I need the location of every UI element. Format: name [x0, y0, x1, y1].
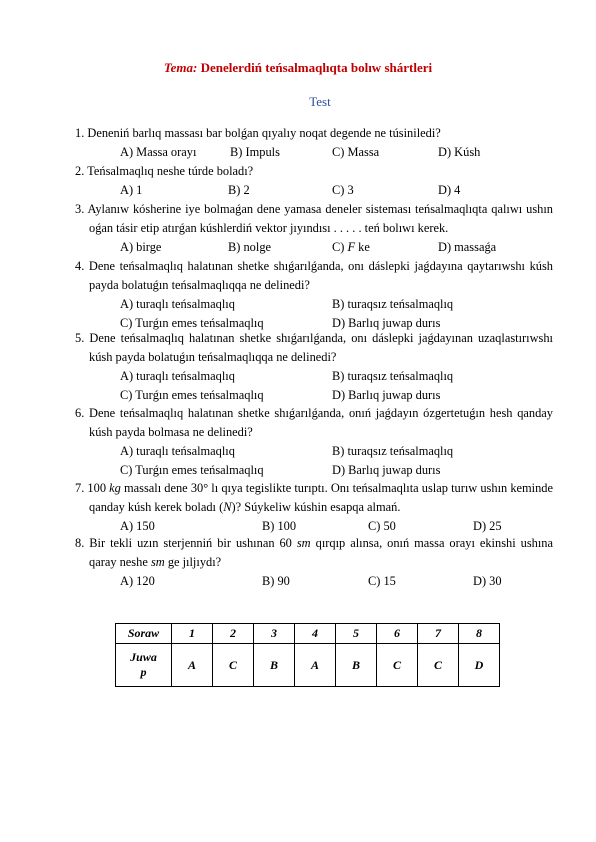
- question-stem: 1. Deneniń barlıq massası bar bolǵan qıyalıy noqat degende ne túsiniledi?: [75, 126, 441, 140]
- option-a: A) Massa orayı: [120, 145, 197, 159]
- option-a: A) 120: [120, 574, 155, 588]
- question-stem: 3. Aylanıw kósherine iye bolmaǵan dene yamasa deneler sisteması teńsalmaqlıqta qalıwı ushın oǵan tásir etip atırǵan kúshlerdiń vektor jıyındısı . . . . . teń bolıwı kerek.: [75, 202, 553, 235]
- option-a: A) turaqlı teńsalmaqlıq: [120, 444, 235, 458]
- option-d: D) 25: [473, 519, 502, 533]
- unit-n: N: [223, 500, 232, 514]
- option-a: A) turaqlı teńsalmaqlıq: [120, 369, 235, 383]
- unit-sm: sm: [296, 536, 311, 550]
- answer-key-table: [115, 623, 500, 687]
- answer-cell: B: [336, 644, 377, 687]
- soraw-header-cell: Soraw: [116, 624, 172, 644]
- number-cell: 3: [254, 624, 295, 644]
- question-7: [75, 479, 553, 536]
- number-cell: 2: [213, 624, 254, 644]
- page-title: [0, 60, 596, 76]
- option-c: C) Turǵın emes teńsalmaqlıq: [120, 316, 264, 330]
- question-stem: 2. Teńsalmaqlıq neshe túrde boladı?: [75, 164, 254, 178]
- stem-text: )? Súykeliw kúshin esapqa almań.: [231, 500, 401, 514]
- question-8: [75, 534, 553, 591]
- stem-text: 7. 100: [75, 481, 110, 495]
- number-cell: 8: [459, 624, 500, 644]
- option-b: B) nolge: [228, 240, 272, 254]
- option-b: B) turaqsız teńsalmaqlıq: [332, 297, 454, 311]
- juwap-label-part: Juwa: [130, 650, 157, 664]
- number-cell: 6: [377, 624, 418, 644]
- option-b: B) 2: [228, 183, 250, 197]
- option-d: D) massaǵa: [438, 240, 497, 254]
- option-d: D) 30: [473, 574, 502, 588]
- question-stem: 6. Dene teńsalmaqlıq halatınan shetke shıǵarılǵanda, onıń jaǵdayın ózgertetuǵın hesh qanday kúsh payda bolmasa ne delinedi?: [75, 406, 553, 439]
- juwap-header-cell: [116, 644, 172, 687]
- page-subtitle: Test: [309, 94, 331, 109]
- option-c: C) Turǵın emes teńsalmaqlıq: [120, 463, 264, 477]
- option-b: B) 90: [262, 574, 290, 588]
- answer-cell: D: [459, 644, 500, 687]
- question-2: [75, 162, 553, 200]
- question-stem: 4. Dene teńsalmaqlıq halatınan shetke shıǵarılǵanda, onı dáslepki jaǵdayına qaytarıwshı kúsh payda bolatuǵın teńsalmaqlıqqa ne delinedi?: [75, 259, 553, 292]
- option-b: B) turaqsız teńsalmaqlıq: [332, 444, 454, 458]
- number-cell: 7: [418, 624, 459, 644]
- option-b: B) turaqsız teńsalmaqlıq: [332, 369, 454, 383]
- answer-cell: C: [377, 644, 418, 687]
- question-stem: 5. Dene teńsalmaqlıq halatınan shetke shıǵarılǵanda, onı dáslepki jaǵdayınan uzaqlastırıwshı kúsh payda bolatuǵın teńsalmaqlıqqa ne delinedi?: [75, 331, 553, 364]
- question-stem: [75, 534, 553, 572]
- answer-cell: C: [213, 644, 254, 687]
- option-c: C) 3: [332, 183, 354, 197]
- number-cell: 4: [295, 624, 336, 644]
- stem-text: ge jıljıydı?: [164, 555, 222, 569]
- option-d: D) Barlıq juwap durıs: [332, 316, 441, 330]
- option-a: A) 1: [120, 183, 143, 197]
- question-4: [75, 257, 553, 333]
- option-a: A) birge: [120, 240, 162, 254]
- option-b: B) Impuls: [230, 145, 280, 159]
- stem-text: 8. Bir tekli uzın sterjenniń bir ushınan 60: [75, 536, 297, 550]
- option-c: C) Massa: [332, 145, 380, 159]
- option-b: B) 100: [262, 519, 297, 533]
- option-d: D) Barlıq juwap durıs: [332, 388, 441, 402]
- stem-text: massalı dene 30° lı qıya tegislikte turıptı. Onı teńsalmaqlıta uslap turıw ushın keminde qanday kúsh kerek boladı (: [89, 481, 554, 514]
- option-a: A) 150: [120, 519, 155, 533]
- option-d: D) Kúsh: [438, 145, 481, 159]
- option-a: A) turaqlı teńsalmaqlıq: [120, 297, 235, 311]
- title-text: Denelerdiń teńsalmaqlıqta bolıw shártleri: [197, 60, 433, 75]
- unit-sm: sm: [150, 555, 165, 569]
- question-5: [75, 329, 553, 405]
- number-cell: 5: [336, 624, 377, 644]
- option-c-symbol: F: [347, 240, 356, 254]
- title-label: Tema:: [163, 60, 198, 75]
- answer-cell: C: [418, 644, 459, 687]
- question-1: [75, 124, 553, 162]
- answer-cell: A: [172, 644, 213, 687]
- option-c: C) Turǵın emes teńsalmaqlıq: [120, 388, 264, 402]
- option-c-suffix: ke: [355, 240, 370, 254]
- answer-cell: B: [254, 644, 295, 687]
- question-stem: [75, 479, 553, 517]
- option-c: C) 15: [368, 574, 396, 588]
- answer-row: [116, 644, 500, 687]
- number-cell: 1: [172, 624, 213, 644]
- stem-text: qırqıp alınsa, onıń massa orayı ekinshi ushına qaray neshe: [89, 536, 553, 569]
- option-d: D) Barlıq juwap durıs: [332, 463, 441, 477]
- option-d: D) 4: [438, 183, 461, 197]
- option-c: [332, 238, 370, 257]
- option-c-prefix: C): [332, 240, 348, 254]
- question-3: [75, 200, 553, 257]
- question-number-row: [116, 624, 500, 644]
- option-c: C) 50: [368, 519, 396, 533]
- question-6: [75, 404, 553, 480]
- unit-kg: kg: [109, 481, 121, 495]
- juwap-label-part: p: [140, 665, 147, 679]
- answer-cell: A: [295, 644, 336, 687]
